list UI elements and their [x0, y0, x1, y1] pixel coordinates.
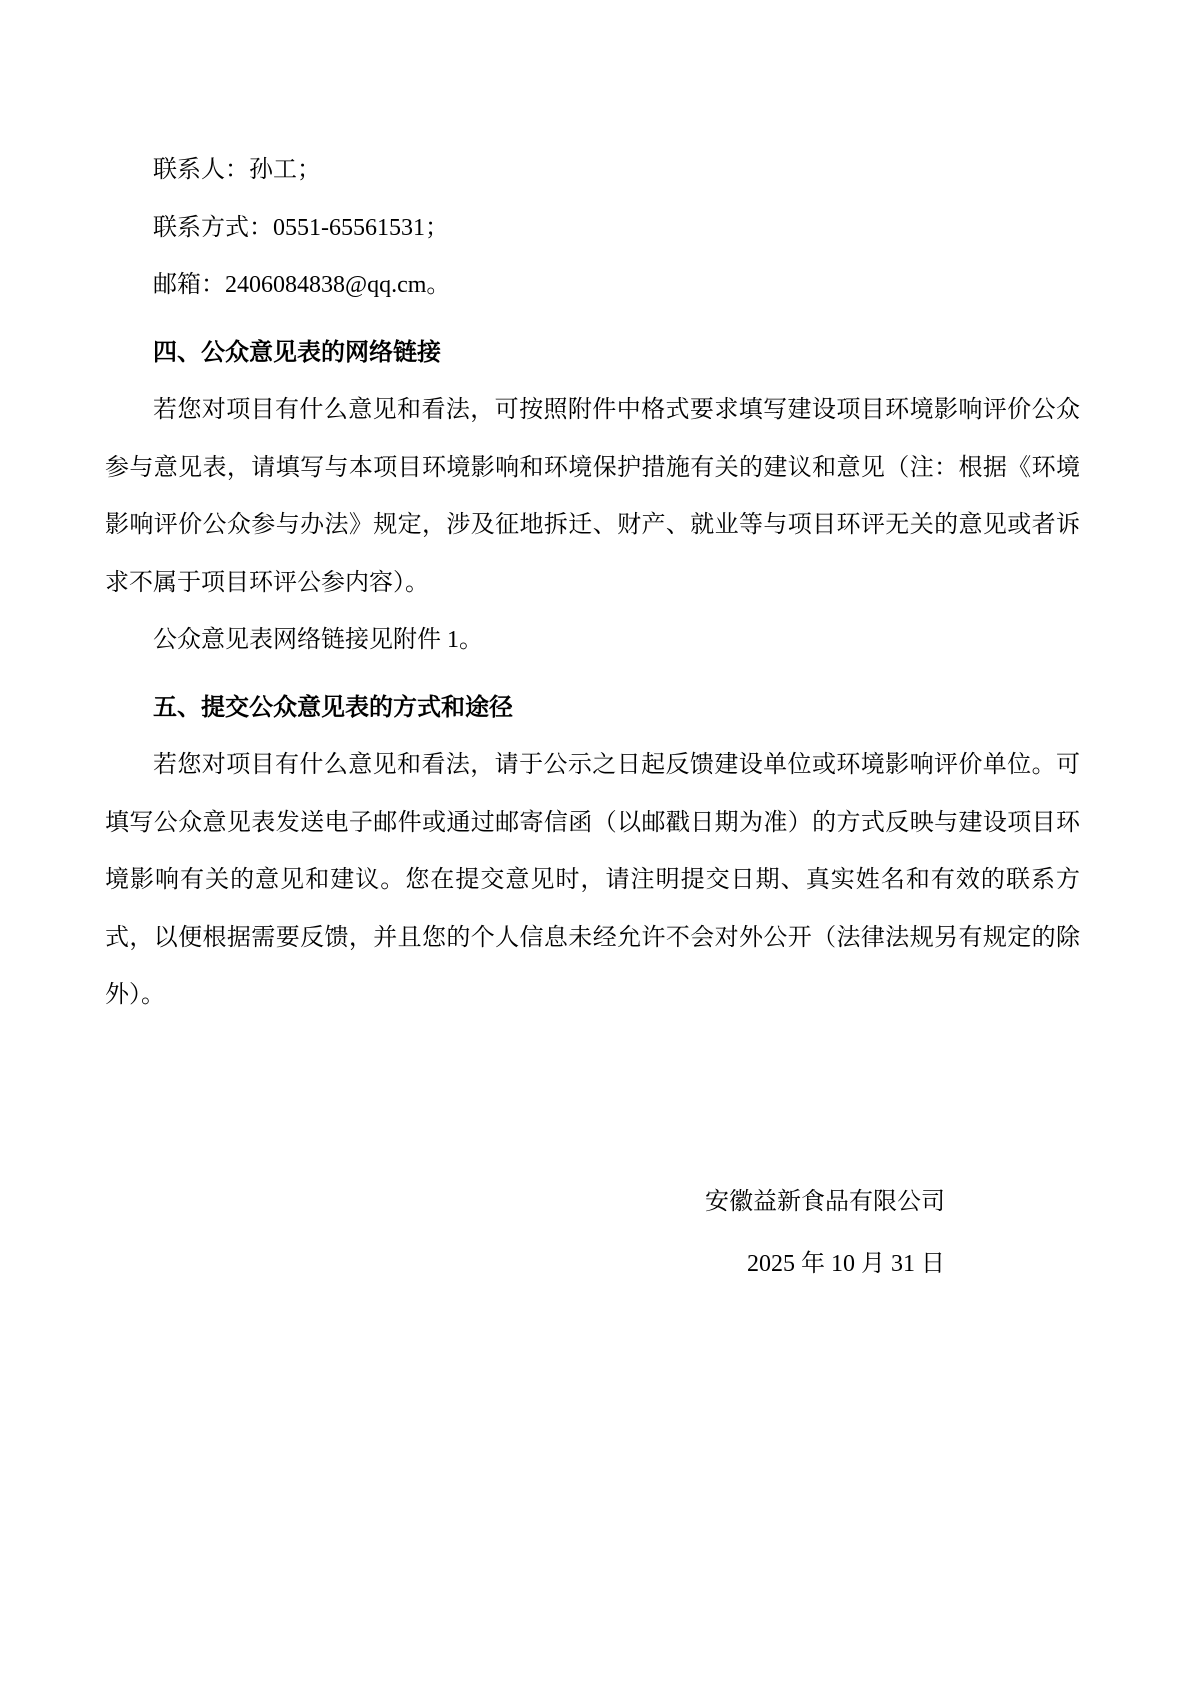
- section-4-heading: 四、公众意见表的网络链接: [153, 339, 441, 366]
- contact-email-line: 邮箱：2406084838@qq.cm。: [153, 272, 451, 298]
- document-content: [105, 142, 1080, 1295]
- section-5-paragraph: 若您对项目有什么意见和看法，请于公示之日起反馈建设单位或环境影响评价单位。可填写公众意见表发送电子邮件或通过邮寄信函（以邮戳日期为准）的方式反映与建设项目环境影响有关的意见和建议。您在提交意见时，请注明提交日期、真实姓名和有效的联系方式，以便根据需要反馈，并且您的个人信息未经允许不会对外公开（法律法规另有规定的除外）。: [105, 752, 1080, 1008]
- section-5-heading: 五、提交公众意见表的方式和途径: [153, 694, 513, 721]
- contact-person-line: 联系人：孙工；: [153, 157, 321, 183]
- section-4-paragraph: 若您对项目有什么意见和看法，可按照附件中格式要求填写建设项目环境影响评价公众参与意见表，请填写与本项目环境影响和环境保护措施有关的建议和意见（注：根据《环境影响评价公众参与办法》规定，涉及征地拆迁、财产、就业等与项目环评无关的意见或者诉求不属于项目环评公参内容）。: [105, 397, 1080, 596]
- signature-block: [105, 1171, 1080, 1295]
- attachment-link-line: 公众意见表网络链接见附件 1。: [153, 627, 483, 653]
- signature-date: 2025 年 10 月 31 日: [747, 1250, 945, 1277]
- signature-company: 安徽益新食品有限公司: [705, 1188, 945, 1215]
- contact-phone-line: 联系方式：0551-65561531；: [153, 214, 449, 241]
